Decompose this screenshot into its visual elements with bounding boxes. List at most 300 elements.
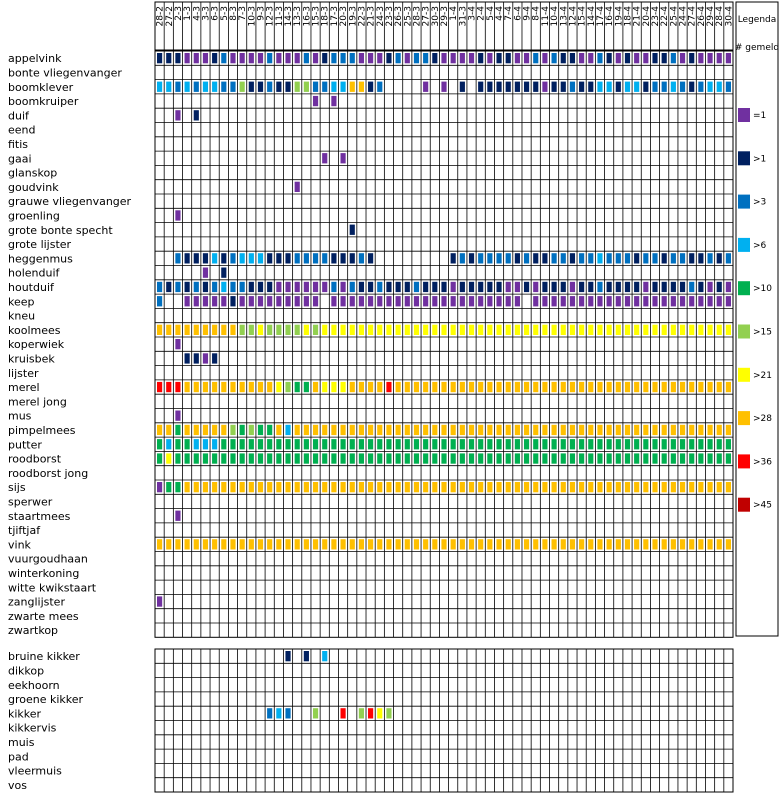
heat-cell	[157, 382, 162, 392]
heat-cell	[552, 453, 557, 463]
heat-cell	[230, 253, 235, 263]
heat-cell	[524, 325, 529, 335]
date-label: 6-3	[210, 6, 221, 21]
heat-cell	[652, 82, 657, 92]
heat-cell	[643, 296, 648, 306]
heat-cell	[304, 296, 309, 306]
date-label: 15-4	[577, 6, 588, 27]
heat-cell	[460, 296, 465, 306]
heat-cell	[634, 253, 639, 263]
legend-label: >10	[753, 284, 772, 295]
heat-cell	[680, 425, 685, 435]
heat-cell	[350, 482, 355, 492]
heat-cell	[368, 482, 373, 492]
heat-cell	[671, 53, 676, 63]
species-label: vuurgoudhaan	[8, 552, 88, 566]
heat-cell	[414, 425, 419, 435]
heat-cell	[285, 325, 290, 335]
heat-cell	[533, 382, 538, 392]
heat-cell	[478, 453, 483, 463]
heat-cell	[331, 482, 336, 492]
heat-cell	[597, 382, 602, 392]
heat-cell	[625, 325, 630, 335]
heat-cell	[496, 439, 501, 449]
legend-swatch	[738, 368, 750, 382]
date-label: 27-3	[421, 6, 432, 27]
heat-cell	[304, 282, 309, 292]
species-label: holenduif	[8, 266, 60, 280]
species-label: putter	[8, 438, 42, 452]
heat-cell	[616, 453, 621, 463]
date-label: 3-3	[201, 6, 212, 21]
legend-label: >1	[753, 154, 767, 165]
heat-cell	[194, 539, 199, 549]
heat-cell	[717, 296, 722, 306]
heat-cell	[240, 53, 245, 63]
heat-cell	[240, 439, 245, 449]
heat-cell	[203, 382, 208, 392]
heat-cell	[331, 439, 336, 449]
heat-cell	[258, 282, 263, 292]
date-label: 19-3	[348, 6, 359, 27]
heat-cell	[726, 282, 731, 292]
date-label: 6-4	[513, 6, 524, 21]
species-label: tjiftjaf	[8, 524, 41, 538]
heat-cell	[359, 382, 364, 392]
heat-cell	[552, 325, 557, 335]
heat-cell	[368, 325, 373, 335]
species-label: koolmees	[8, 323, 61, 337]
heat-cell	[643, 82, 648, 92]
heat-cell	[524, 382, 529, 392]
heat-cell	[340, 325, 345, 335]
heat-cell	[377, 53, 382, 63]
heat-cell	[276, 325, 281, 335]
heat-cell	[350, 439, 355, 449]
heat-cell	[469, 296, 474, 306]
heat-cell	[533, 325, 538, 335]
heat-cell	[322, 651, 327, 661]
heat-cell	[707, 539, 712, 549]
heat-cell	[634, 82, 639, 92]
heat-cell	[662, 439, 667, 449]
legend-box	[736, 2, 778, 636]
legend	[735, 2, 779, 636]
heat-cell	[386, 325, 391, 335]
heat-cell	[423, 439, 428, 449]
heat-cell	[267, 82, 272, 92]
heat-cell	[166, 53, 171, 63]
heat-cell	[175, 325, 180, 335]
legend-label: >45	[753, 500, 772, 511]
heat-cell	[707, 82, 712, 92]
heat-cell	[212, 282, 217, 292]
heat-cell	[423, 53, 428, 63]
heat-cell	[717, 253, 722, 263]
heat-cell	[478, 296, 483, 306]
heat-cell	[396, 425, 401, 435]
heat-cell	[203, 353, 208, 363]
heat-cell	[552, 282, 557, 292]
heat-cell	[166, 382, 171, 392]
heat-cell	[607, 82, 612, 92]
heat-cell	[240, 325, 245, 335]
heat-cell	[166, 82, 171, 92]
heat-cell	[221, 539, 226, 549]
heat-cell	[386, 53, 391, 63]
heat-cell	[689, 453, 694, 463]
heat-cell	[185, 82, 190, 92]
heat-cell	[368, 82, 373, 92]
heat-cell	[643, 439, 648, 449]
heat-cell	[460, 453, 465, 463]
heat-cell	[249, 325, 254, 335]
heat-cell	[414, 439, 419, 449]
heat-cell	[579, 539, 584, 549]
heat-cell	[506, 539, 511, 549]
heat-cell	[542, 325, 547, 335]
heat-cell	[717, 439, 722, 449]
heat-cell	[194, 110, 199, 120]
date-label: 10-3	[247, 5, 258, 27]
date-header	[155, 2, 734, 50]
heat-cell	[469, 453, 474, 463]
heat-cell	[662, 482, 667, 492]
heat-cell	[506, 439, 511, 449]
heat-cell	[671, 325, 676, 335]
heat-cell	[487, 425, 492, 435]
species-label: dikkop	[8, 664, 45, 678]
heat-cell	[331, 53, 336, 63]
heat-cell	[221, 325, 226, 335]
heat-cell	[285, 482, 290, 492]
heat-cell	[506, 482, 511, 492]
heat-cell	[313, 539, 318, 549]
heat-cell	[680, 282, 685, 292]
heat-cell	[414, 539, 419, 549]
heat-cell	[451, 425, 456, 435]
heat-cell	[478, 439, 483, 449]
heat-cell	[726, 482, 731, 492]
species-label: sperwer	[8, 495, 53, 509]
species-label: eend	[8, 123, 36, 137]
heat-cell	[276, 82, 281, 92]
heat-cell	[386, 539, 391, 549]
heat-cell	[533, 425, 538, 435]
heat-cell	[285, 282, 290, 292]
heat-cell	[460, 325, 465, 335]
heat-cell	[478, 539, 483, 549]
heat-cell	[671, 453, 676, 463]
heat-cell	[689, 325, 694, 335]
heat-cell	[643, 53, 648, 63]
heat-cell	[707, 382, 712, 392]
heat-cell	[340, 425, 345, 435]
heat-cell	[194, 53, 199, 63]
species-label: kneu	[8, 309, 36, 323]
heat-cell	[203, 439, 208, 449]
heat-cell	[285, 539, 290, 549]
heat-cell	[304, 439, 309, 449]
date-label: 9-3	[256, 6, 267, 21]
species-label: witte kwikstaart	[8, 581, 97, 595]
heat-cell	[506, 253, 511, 263]
legend-label: =1	[753, 111, 767, 121]
heat-cell	[350, 225, 355, 235]
heat-cell	[221, 53, 226, 63]
heat-cell	[652, 425, 657, 435]
heat-cell	[285, 708, 290, 718]
heat-cell	[304, 53, 309, 63]
heat-cell	[295, 482, 300, 492]
heat-cell	[607, 282, 612, 292]
species-label: boomkruiper	[8, 95, 79, 109]
heat-cell	[322, 539, 327, 549]
date-label: 17-3	[329, 6, 340, 27]
heat-cell	[533, 453, 538, 463]
heat-cell	[634, 539, 639, 549]
heat-cell	[634, 325, 639, 335]
heat-cell	[194, 382, 199, 392]
heat-cell	[175, 210, 180, 220]
heat-cell	[487, 82, 492, 92]
heat-cell	[432, 53, 437, 63]
heat-cell	[570, 539, 575, 549]
heat-cell	[487, 325, 492, 335]
heat-cell	[157, 282, 162, 292]
heat-cell	[212, 453, 217, 463]
heat-cell	[515, 439, 520, 449]
heat-cell	[717, 282, 722, 292]
heat-cell	[249, 539, 254, 549]
heat-cell	[671, 425, 676, 435]
heat-cell	[340, 439, 345, 449]
heat-cell	[212, 296, 217, 306]
heat-cell	[478, 482, 483, 492]
heat-cell	[386, 453, 391, 463]
heat-cell	[634, 53, 639, 63]
heat-cell	[689, 296, 694, 306]
heat-cell	[460, 253, 465, 263]
heat-cell	[396, 296, 401, 306]
heat-cell	[221, 82, 226, 92]
date-label: 8-4	[531, 6, 542, 21]
date-label: 22-4	[660, 6, 671, 27]
heat-cell	[221, 425, 226, 435]
heat-cell	[662, 282, 667, 292]
heat-cell	[441, 296, 446, 306]
heat-cell	[194, 296, 199, 306]
heat-cell	[460, 82, 465, 92]
heat-cell	[726, 453, 731, 463]
heat-cell	[423, 482, 428, 492]
species-label: grauwe vliegenvanger	[8, 195, 132, 209]
heat-cell	[707, 282, 712, 292]
heat-cell	[249, 439, 254, 449]
heat-cell	[552, 53, 557, 63]
heat-cell	[432, 439, 437, 449]
heat-cell	[607, 539, 612, 549]
heat-cell	[680, 382, 685, 392]
heat-cell	[304, 82, 309, 92]
heat-cell	[506, 453, 511, 463]
heat-cell	[515, 482, 520, 492]
heat-cell	[249, 253, 254, 263]
heat-cell	[249, 382, 254, 392]
species-label: glanskop	[8, 166, 58, 180]
date-label: 2-3	[173, 6, 184, 21]
heat-cell	[607, 296, 612, 306]
heat-cell	[304, 382, 309, 392]
heat-cell	[249, 482, 254, 492]
heat-cell	[212, 353, 217, 363]
heat-cell	[616, 296, 621, 306]
heat-cell	[680, 82, 685, 92]
heat-cell	[469, 382, 474, 392]
heat-cell	[175, 82, 180, 92]
heat-cell	[469, 482, 474, 492]
heat-cell	[368, 425, 373, 435]
heat-cell	[634, 382, 639, 392]
heat-cell	[340, 53, 345, 63]
heat-cell	[258, 82, 263, 92]
heat-cell	[331, 253, 336, 263]
date-label: 5-4	[485, 6, 496, 21]
heat-cell	[276, 539, 281, 549]
heat-cell	[396, 282, 401, 292]
heat-cell	[698, 425, 703, 435]
heat-cell	[533, 53, 538, 63]
heat-cell	[542, 439, 547, 449]
heat-cell	[689, 253, 694, 263]
species-label: vink	[8, 538, 31, 552]
heat-cell	[451, 53, 456, 63]
heat-cell	[451, 439, 456, 449]
date-label: 27-4	[687, 6, 698, 27]
heat-cell	[441, 453, 446, 463]
heat-cell	[350, 82, 355, 92]
heat-cell	[597, 253, 602, 263]
date-label: 30-3	[430, 6, 441, 27]
heat-cell	[662, 539, 667, 549]
heat-cell	[588, 282, 593, 292]
heat-cell	[340, 482, 345, 492]
heat-cell	[607, 382, 612, 392]
heat-cell	[249, 82, 254, 92]
heat-cell	[203, 268, 208, 278]
heat-cell	[671, 382, 676, 392]
heat-cell	[616, 482, 621, 492]
heat-cell	[396, 53, 401, 63]
heat-cell	[616, 439, 621, 449]
heat-cell	[267, 482, 272, 492]
date-label: 14-3	[284, 6, 295, 27]
heat-cell	[258, 482, 263, 492]
heat-cell	[496, 453, 501, 463]
species-label: groene kikker	[8, 693, 84, 707]
heat-cell	[212, 539, 217, 549]
heat-cell	[166, 539, 171, 549]
heat-cell	[524, 539, 529, 549]
heat-cell	[496, 325, 501, 335]
heat-cell	[726, 325, 731, 335]
heat-cell	[533, 253, 538, 263]
heat-cell	[524, 53, 529, 63]
heat-cell	[689, 425, 694, 435]
legend-label: >21	[753, 370, 772, 381]
heat-cell	[194, 325, 199, 335]
heat-cell	[496, 482, 501, 492]
date-label: 15-3	[311, 6, 322, 27]
heat-cell	[267, 53, 272, 63]
heat-cell	[533, 296, 538, 306]
heat-cell	[295, 282, 300, 292]
species-label: koperwiek	[8, 338, 65, 352]
heat-cell	[570, 282, 575, 292]
heat-cell	[643, 325, 648, 335]
heat-cell	[331, 325, 336, 335]
heat-cell	[588, 425, 593, 435]
heat-cell	[175, 411, 180, 421]
heat-cell	[276, 425, 281, 435]
heat-cell	[625, 82, 630, 92]
heat-cell	[175, 110, 180, 120]
heat-cell	[460, 539, 465, 549]
heat-cell	[267, 439, 272, 449]
heat-cell	[377, 482, 382, 492]
heat-cell	[616, 282, 621, 292]
heat-cell	[377, 539, 382, 549]
date-label: 30-4	[724, 6, 735, 27]
heat-cell	[625, 482, 630, 492]
heat-cell	[579, 425, 584, 435]
species-label: merel	[8, 381, 40, 395]
heat-cell	[597, 453, 602, 463]
heat-cell	[377, 425, 382, 435]
heat-cell	[221, 453, 226, 463]
heat-cell	[386, 439, 391, 449]
heat-cell	[597, 425, 602, 435]
date-label: 18-3	[320, 6, 331, 27]
heat-cell	[487, 382, 492, 392]
heat-cell	[386, 296, 391, 306]
heat-cell	[240, 425, 245, 435]
heat-cell	[469, 53, 474, 63]
heat-cell	[671, 253, 676, 263]
heat-cell	[478, 282, 483, 292]
heat-cell	[295, 296, 300, 306]
heat-cell	[561, 82, 566, 92]
heat-cell	[359, 439, 364, 449]
heat-cell	[212, 382, 217, 392]
heat-cell	[249, 296, 254, 306]
heat-cell	[542, 282, 547, 292]
heat-cell	[258, 539, 263, 549]
heat-cell	[698, 439, 703, 449]
heat-cell	[542, 296, 547, 306]
species-label: roodborst	[8, 452, 62, 466]
heat-cell	[496, 53, 501, 63]
heat-cell	[276, 53, 281, 63]
heat-cell	[313, 53, 318, 63]
heat-cell	[221, 253, 226, 263]
date-label: 21-4	[632, 6, 643, 27]
species-label: eekhoorn	[8, 678, 60, 692]
heat-cell	[588, 82, 593, 92]
species-label: roodborst jong	[8, 466, 89, 480]
heat-cell	[689, 439, 694, 449]
heat-cell	[515, 325, 520, 335]
